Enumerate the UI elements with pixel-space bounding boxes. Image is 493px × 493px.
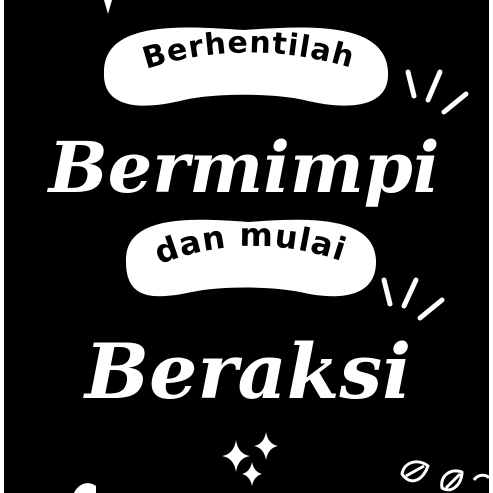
sparkle-icon bbox=[104, 0, 112, 14]
decor-swirl-icon bbox=[74, 483, 96, 493]
accent-strokes-icon bbox=[408, 72, 466, 112]
sparkles-icon bbox=[222, 432, 278, 486]
quote-poster bbox=[4, 0, 489, 493]
leaves-icon bbox=[402, 462, 489, 490]
headline-line-3: dan mulai bbox=[149, 215, 352, 272]
poster-artwork bbox=[4, 0, 489, 493]
headline-line-4: Beraksi bbox=[84, 327, 412, 416]
headline-line-1: Berhentilah bbox=[138, 25, 359, 77]
headline-line-2: Bermimpi bbox=[48, 126, 440, 209]
accent-strokes-icon bbox=[384, 280, 442, 318]
